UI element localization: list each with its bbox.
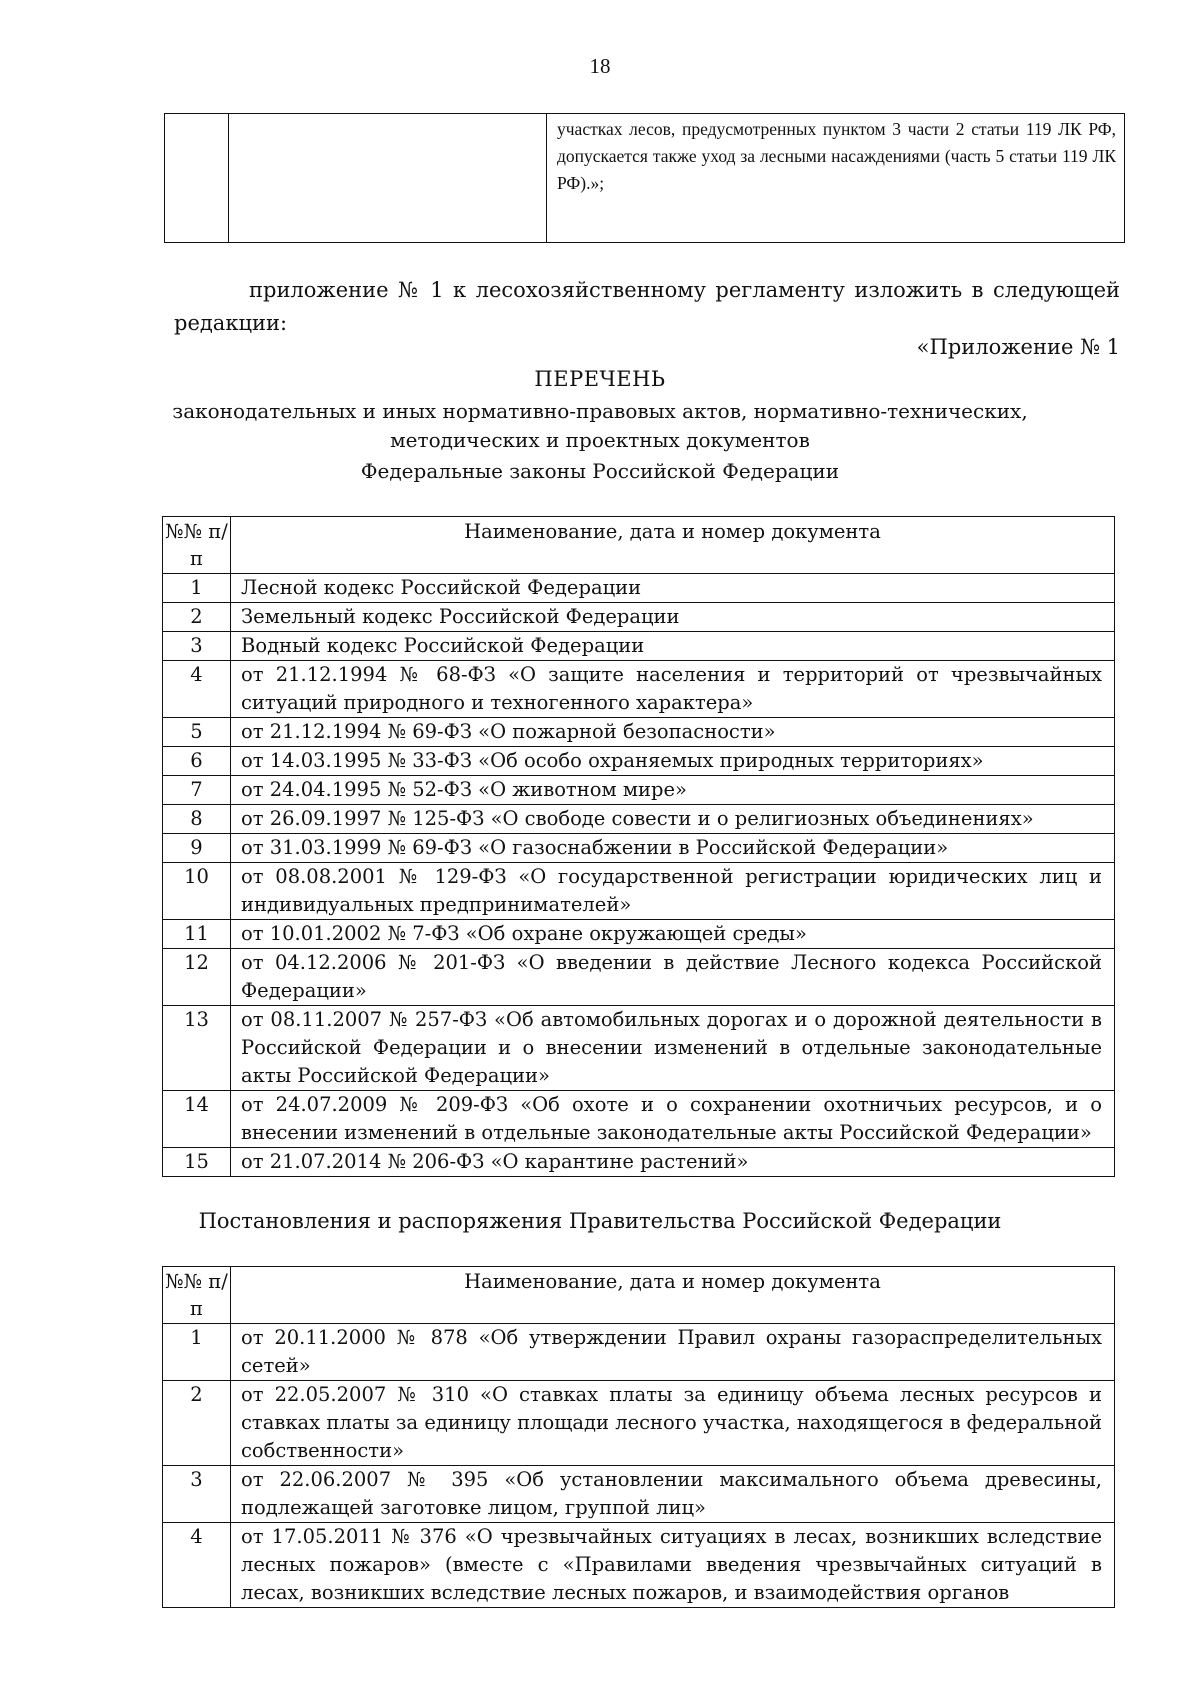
row-number: 6 bbox=[163, 747, 231, 776]
document-name: от 24.07.2009 № 209-ФЗ «Об охоте и о сохранении охотничьих ресурсов, и о внесении изменений в отдельные законодательные акты Российской Федерации» bbox=[231, 1091, 1115, 1148]
intro-paragraph: приложение № 1 к лесохозяйственному регламенту изложить в следующей редакции: bbox=[174, 278, 1120, 335]
table-row bbox=[163, 747, 1115, 776]
row-number: 1 bbox=[163, 574, 231, 603]
table-row bbox=[163, 863, 1115, 920]
document-name: от 26.09.1997 № 125-ФЗ «О свободе совести и о религиозных объединениях» bbox=[231, 805, 1115, 834]
table-row bbox=[163, 1091, 1115, 1148]
document-name: от 21.07.2014 № 206-ФЗ «О карантине растений» bbox=[231, 1148, 1115, 1177]
document-name: от 24.04.1995 № 52-ФЗ «О животном мире» bbox=[231, 776, 1115, 805]
row-number: 2 bbox=[163, 603, 231, 632]
column-header-number: №№ п/п bbox=[163, 517, 231, 574]
table-row bbox=[163, 1523, 1115, 1608]
table-row bbox=[163, 1466, 1115, 1523]
appendix-label: «Приложение № 1 bbox=[916, 335, 1120, 359]
table-row bbox=[163, 1148, 1115, 1177]
document-name: от 14.03.1995 № 33-ФЗ «Об особо охраняемых природных территориях» bbox=[231, 747, 1115, 776]
row-number: 1 bbox=[163, 1324, 231, 1381]
row-number: 3 bbox=[163, 632, 231, 661]
section-heading-federal-laws: Федеральные законы Российской Федерации bbox=[360, 459, 840, 483]
government-decrees-table bbox=[162, 1266, 1115, 1608]
table-header-row bbox=[163, 1267, 1115, 1324]
continuation-table bbox=[164, 113, 1125, 243]
table-row bbox=[163, 920, 1115, 949]
table-row bbox=[163, 1006, 1115, 1091]
document-name: Водный кодекс Российской Федерации bbox=[231, 632, 1115, 661]
row-number: 11 bbox=[163, 920, 231, 949]
document-name: от 31.03.1999 № 69-ФЗ «О газоснабжении в Российской Федерации» bbox=[231, 834, 1115, 863]
table-cell bbox=[165, 114, 229, 243]
document-name: от 08.11.2007 № 257-ФЗ «Об автомобильных дорогах и о дорожной деятельности в Российской Федерации и о внесении изменений в отдельные законодательные акты Российской Федерации» bbox=[231, 1006, 1115, 1091]
row-number: 7 bbox=[163, 776, 231, 805]
column-header-number: №№ п/п bbox=[163, 1267, 231, 1324]
table-row bbox=[163, 632, 1115, 661]
row-number: 13 bbox=[163, 1006, 231, 1091]
document-name: от 17.05.2011 № 376 «О чрезвычайных ситуациях в лесах, возникших вследствие лесных пожаров» (вместе с «Правилами введения чрезвычайных ситуаций в лесах, возникших вследствие лесных пожаров, и взаимодействия органов bbox=[231, 1523, 1115, 1608]
table-row bbox=[163, 574, 1115, 603]
row-number: 9 bbox=[163, 834, 231, 863]
table-cell bbox=[547, 114, 1125, 243]
document-subtitle-line-2: методических и проектных документов bbox=[390, 428, 810, 452]
document-name: от 22.06.2007 № 395 «Об установлении максимального объема древесины, подлежащей заготовке лицом, группой лиц» bbox=[231, 1466, 1115, 1523]
document-name: от 21.12.1994 № 69-ФЗ «О пожарной безопасности» bbox=[231, 718, 1115, 747]
row-number: 8 bbox=[163, 805, 231, 834]
row-number: 10 bbox=[163, 863, 231, 920]
column-header-name: Наименование, дата и номер документа bbox=[231, 517, 1115, 574]
row-number: 3 bbox=[163, 1466, 231, 1523]
document-name: от 10.01.2002 № 7-ФЗ «Об охране окружающей среды» bbox=[231, 920, 1115, 949]
document-title: ПЕРЕЧЕНЬ bbox=[534, 367, 666, 391]
table-header-row bbox=[163, 517, 1115, 574]
page-number: 18 bbox=[589, 54, 611, 78]
document-subtitle-line-1: законодательных и иных нормативно-правовых актов, нормативно-технических, bbox=[172, 399, 1028, 423]
document-name: от 21.12.1994 № 68-ФЗ «О защите населения и территорий от чрезвычайных ситуаций природного и техногенного характера» bbox=[231, 661, 1115, 718]
table-row bbox=[165, 114, 1125, 243]
document-name: от 08.08.2001 № 129-ФЗ «О государственной регистрации юридических лиц и индивидуальных предпринимателей» bbox=[231, 863, 1115, 920]
row-number: 14 bbox=[163, 1091, 231, 1148]
table-row bbox=[163, 1381, 1115, 1466]
row-number: 5 bbox=[163, 718, 231, 747]
table-row bbox=[163, 949, 1115, 1006]
table-row bbox=[163, 1324, 1115, 1381]
table-row bbox=[163, 661, 1115, 718]
row-number: 12 bbox=[163, 949, 231, 1006]
table-row bbox=[163, 834, 1115, 863]
table-row bbox=[163, 718, 1115, 747]
row-number: 15 bbox=[163, 1148, 231, 1177]
document-name: от 04.12.2006 № 201-ФЗ «О введении в действие Лесного кодекса Российской Федерации» bbox=[231, 949, 1115, 1006]
table-row bbox=[163, 603, 1115, 632]
row-number: 4 bbox=[163, 1523, 231, 1608]
federal-laws-table bbox=[162, 516, 1115, 1177]
table-row bbox=[163, 805, 1115, 834]
table-row bbox=[163, 776, 1115, 805]
document-name: Лесной кодекс Российской Федерации bbox=[231, 574, 1115, 603]
continuation-text: участках лесов, предусмотренных пунктом 3 части 2 статьи 119 ЛК РФ, допускается также уход за лесными насаждениями (часть 5 статьи 119 ЛК РФ).»; bbox=[557, 119, 1116, 193]
table-cell bbox=[229, 114, 547, 243]
section-heading-government-decrees: Постановления и распоряжения Правительства Российской Федерации bbox=[198, 1209, 1002, 1233]
document-name: от 20.11.2000 № 878 «Об утверждении Правил охраны газораспределительных сетей» bbox=[231, 1324, 1115, 1381]
column-header-name: Наименование, дата и номер документа bbox=[231, 1267, 1115, 1324]
row-number: 4 bbox=[163, 661, 231, 718]
document-name: Земельный кодекс Российской Федерации bbox=[231, 603, 1115, 632]
row-number: 2 bbox=[163, 1381, 231, 1466]
document-name: от 22.05.2007 № 310 «О ставках платы за единицу объема лесных ресурсов и ставках платы за единицу площади лесного участка, находящегося в федеральной собственности» bbox=[231, 1381, 1115, 1466]
